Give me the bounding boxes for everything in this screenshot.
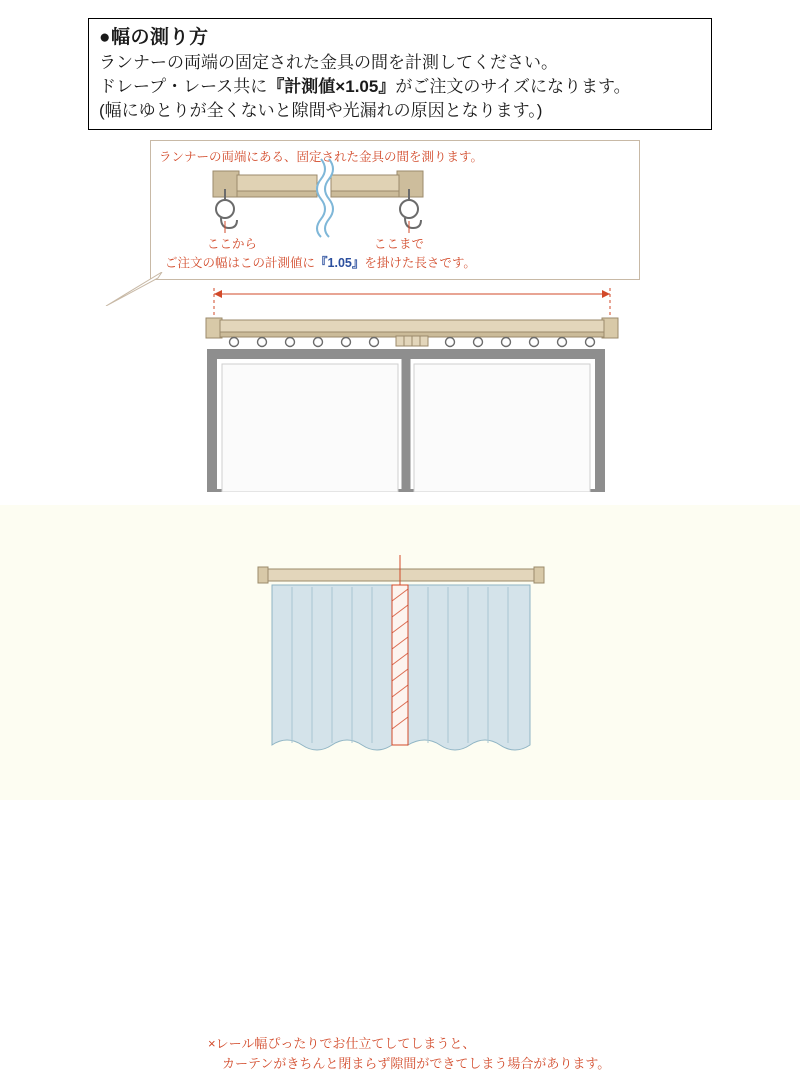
measure-callout-box [150,140,640,280]
header-line-2-text: ドレープ・レース共に『計測値×1.05』がご注文のサイズになります。 [99,77,631,96]
header-instruction-box [88,18,712,130]
label-measure-start: ここから [207,237,258,251]
callout-bottom-text [165,253,476,271]
label-measure-end: ここまで [374,237,425,251]
rail-window-illustration [0,282,800,492]
callout-bottom-prefix: ご注文の幅はこの計測値に [165,256,316,270]
page-title: ●幅の測り方 [99,27,209,48]
header-line-2 [99,75,701,99]
header-line-1: ランナーの両端の固定された金具の間を計測してください。 [99,53,558,72]
callout-bottom-value: 『1.05』 [315,256,365,270]
curtain-gap-illustration [0,505,800,800]
warning-line-1: ×レール幅ぴったりでお仕立てしてしまうと、 [208,1036,476,1051]
rail-window-svg [0,282,800,492]
warning-line-2: カーテンがきちんと閉まらず隙間ができてしまう場合があります。 [222,1056,611,1071]
callout-bottom-suffix: を掛けた長さです。 [364,256,476,270]
bottom-warning-panel [0,505,800,1071]
header-emphasis: 『計測値×1.05』 [267,77,396,96]
callout-top-text: ランナーの両端にある、固定された金具の間を測ります。 [159,150,484,164]
header-line-3: (幅にゆとりが全くないと隙間や光漏れの原因となります。) [99,101,543,120]
